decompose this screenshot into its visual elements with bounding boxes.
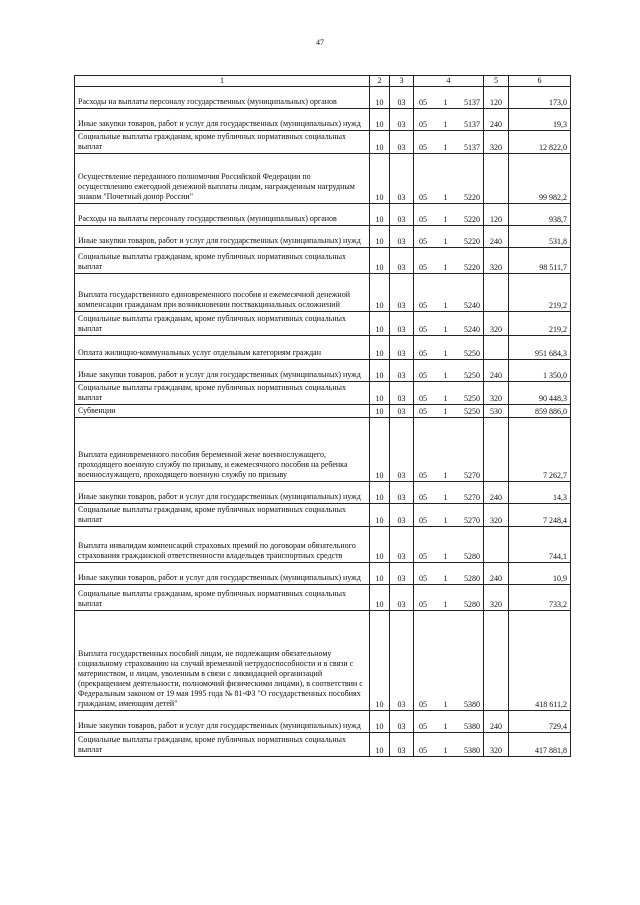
row-target-part-p2: 1 <box>443 371 448 380</box>
row-target-part-p3: 5250 <box>464 394 480 403</box>
row-name: Иные закупки товаров, работ и услуг для государственных (муниципальных) нужд <box>75 109 370 131</box>
row-expense-type: 320 <box>484 585 509 611</box>
row-amount: 531,8 <box>509 226 571 248</box>
row-target-part-p3: 5380 <box>464 746 480 755</box>
row-expense-type: 320 <box>484 382 509 405</box>
table-row <box>75 226 571 248</box>
table-row <box>75 611 571 711</box>
row-target-article <box>414 131 484 154</box>
row-target-part-p2: 1 <box>443 407 448 416</box>
row-name: Выплата государственных пособий лицам, не подлежащим обязательному социальному страхованию на случай временной нетрудоспособности и в связи с материнством, и лицам, уволенным в связи с ликвидацией организаций (прекращением деятельности, полномочий физическими лицами), в соответствии с Федеральным законом от 19 мая 1995 года № 81-ФЗ "О государственных пособиях гражданам, имеющим детей" <box>75 611 370 711</box>
row-name: Социальные выплаты гражданам, кроме публичных нормативных социальных выплат <box>75 131 370 154</box>
row-target-part-p3: 5250 <box>464 371 480 380</box>
row-name: Иные закупки товаров, работ и услуг для государственных (муниципальных) нужд <box>75 360 370 382</box>
row-name: Социальные выплаты гражданам, кроме публичных нормативных социальных выплат <box>75 504 370 527</box>
row-name: Субвенции <box>75 405 370 418</box>
row-amount: 417 881,8 <box>509 733 571 757</box>
row-name: Социальные выплаты гражданам, кроме публичных нормативных социальных выплат <box>75 312 370 336</box>
row-name: Расходы на выплаты персоналу государственных (муниципальных) органов <box>75 87 370 109</box>
table-row <box>75 585 571 611</box>
row-amount: 7 248,4 <box>509 504 571 527</box>
row-section: 10 <box>370 418 390 482</box>
row-target-part-p3: 5137 <box>464 98 480 107</box>
header-col-3: 3 <box>390 76 414 87</box>
row-section: 10 <box>370 274 390 312</box>
row-target-part-p3: 5380 <box>464 722 480 731</box>
row-target-part-p3: 5250 <box>464 407 480 416</box>
row-section: 10 <box>370 87 390 109</box>
row-subsection: 03 <box>390 312 414 336</box>
row-target-part-p1: 05 <box>419 120 427 129</box>
row-expense-type: 240 <box>484 226 509 248</box>
row-target-article <box>414 482 484 504</box>
row-expense-type <box>484 527 509 563</box>
row-target-part-p1: 05 <box>419 143 427 152</box>
table-row <box>75 527 571 563</box>
row-subsection: 03 <box>390 585 414 611</box>
row-target-part-p1: 05 <box>419 493 427 502</box>
row-target-part-p3: 5280 <box>464 600 480 609</box>
row-amount: 1 350,0 <box>509 360 571 382</box>
row-target-part-p3: 5137 <box>464 143 480 152</box>
row-target-part-p1: 05 <box>419 516 427 525</box>
table-row <box>75 563 571 585</box>
row-section: 10 <box>370 563 390 585</box>
row-expense-type: 320 <box>484 248 509 274</box>
row-expense-type <box>484 154 509 204</box>
row-name: Иные закупки товаров, работ и услуг для государственных (муниципальных) нужд <box>75 226 370 248</box>
row-subsection: 03 <box>390 563 414 585</box>
row-amount: 729,4 <box>509 711 571 733</box>
row-target-part-p3: 5220 <box>464 237 480 246</box>
row-target-part-p1: 05 <box>419 700 427 709</box>
row-target-part-p1: 05 <box>419 263 427 272</box>
row-target-article <box>414 711 484 733</box>
row-target-part-p2: 1 <box>443 600 448 609</box>
row-section: 10 <box>370 611 390 711</box>
row-target-part-p2: 1 <box>443 493 448 502</box>
row-expense-type <box>484 418 509 482</box>
row-amount: 7 262,7 <box>509 418 571 482</box>
row-expense-type: 240 <box>484 563 509 585</box>
row-target-part-p3: 5137 <box>464 120 480 129</box>
row-section: 10 <box>370 336 390 360</box>
row-target-article <box>414 418 484 482</box>
row-target-article <box>414 87 484 109</box>
row-expense-type: 240 <box>484 482 509 504</box>
row-amount: 219,2 <box>509 312 571 336</box>
row-target-article <box>414 336 484 360</box>
row-target-part-p3: 5240 <box>464 325 480 334</box>
row-name: Выплата государственного единовременного пособия и ежемесячной денежной компенсации гражданам при возникновении поствакцинальных осложнений <box>75 274 370 312</box>
row-amount: 99 982,2 <box>509 154 571 204</box>
row-amount: 733,2 <box>509 585 571 611</box>
row-target-part-p2: 1 <box>443 325 448 334</box>
header-col-6: 6 <box>509 76 571 87</box>
row-subsection: 03 <box>390 405 414 418</box>
row-name: Иные закупки товаров, работ и услуг для государственных (муниципальных) нужд <box>75 711 370 733</box>
row-subsection: 03 <box>390 131 414 154</box>
row-subsection: 03 <box>390 504 414 527</box>
row-section: 10 <box>370 482 390 504</box>
row-expense-type: 240 <box>484 360 509 382</box>
row-target-part-p3: 5220 <box>464 215 480 224</box>
row-target-part-p2: 1 <box>443 98 448 107</box>
row-subsection: 03 <box>390 248 414 274</box>
row-amount: 938,7 <box>509 204 571 226</box>
row-expense-type: 240 <box>484 109 509 131</box>
row-target-part-p2: 1 <box>443 746 448 755</box>
row-target-part-p2: 1 <box>443 574 448 583</box>
row-target-article <box>414 527 484 563</box>
row-name: Иные закупки товаров, работ и услуг для государственных (муниципальных) нужд <box>75 482 370 504</box>
row-amount: 19,3 <box>509 109 571 131</box>
row-target-article <box>414 248 484 274</box>
row-amount: 859 886,0 <box>509 405 571 418</box>
row-expense-type: 320 <box>484 504 509 527</box>
table-row <box>75 109 571 131</box>
row-section: 10 <box>370 405 390 418</box>
row-subsection: 03 <box>390 154 414 204</box>
row-section: 10 <box>370 248 390 274</box>
row-target-part-p1: 05 <box>419 237 427 246</box>
row-target-article <box>414 504 484 527</box>
row-name: Социальные выплаты гражданам, кроме публичных нормативных социальных выплат <box>75 733 370 757</box>
row-expense-type: 240 <box>484 711 509 733</box>
row-target-part-p2: 1 <box>443 516 448 525</box>
row-target-part-p1: 05 <box>419 215 427 224</box>
row-target-part-p2: 1 <box>443 394 448 403</box>
row-expense-type: 320 <box>484 131 509 154</box>
row-target-part-p2: 1 <box>443 722 448 731</box>
row-amount: 951 684,3 <box>509 336 571 360</box>
row-name: Социальные выплаты гражданам, кроме публичных нормативных социальных выплат <box>75 585 370 611</box>
row-target-part-p3: 5270 <box>464 471 480 480</box>
table-row <box>75 336 571 360</box>
row-section: 10 <box>370 154 390 204</box>
row-section: 10 <box>370 360 390 382</box>
row-target-article <box>414 382 484 405</box>
row-section: 10 <box>370 312 390 336</box>
row-subsection: 03 <box>390 482 414 504</box>
row-amount: 418 611,2 <box>509 611 571 711</box>
table-row <box>75 382 571 405</box>
row-target-part-p3: 5280 <box>464 552 480 561</box>
row-subsection: 03 <box>390 87 414 109</box>
row-section: 10 <box>370 585 390 611</box>
row-target-article <box>414 733 484 757</box>
row-amount: 744,1 <box>509 527 571 563</box>
row-target-part-p1: 05 <box>419 471 427 480</box>
row-subsection: 03 <box>390 418 414 482</box>
row-target-article <box>414 405 484 418</box>
row-target-part-p1: 05 <box>419 746 427 755</box>
row-target-part-p3: 5270 <box>464 516 480 525</box>
row-target-part-p2: 1 <box>443 120 448 129</box>
row-subsection: 03 <box>390 336 414 360</box>
row-subsection: 03 <box>390 711 414 733</box>
row-target-part-p2: 1 <box>443 215 448 224</box>
row-target-part-p1: 05 <box>419 349 427 358</box>
row-subsection: 03 <box>390 204 414 226</box>
row-target-part-p2: 1 <box>443 301 448 310</box>
row-name: Социальные выплаты гражданам, кроме публичных нормативных социальных выплат <box>75 382 370 405</box>
row-name: Расходы на выплаты персоналу государственных (муниципальных) органов <box>75 204 370 226</box>
header-col-1: 1 <box>75 76 370 87</box>
table-row <box>75 360 571 382</box>
row-subsection: 03 <box>390 109 414 131</box>
header-col-5: 5 <box>484 76 509 87</box>
row-expense-type: 530 <box>484 405 509 418</box>
row-target-part-p1: 05 <box>419 574 427 583</box>
row-subsection: 03 <box>390 226 414 248</box>
row-target-part-p1: 05 <box>419 371 427 380</box>
row-target-part-p3: 5270 <box>464 493 480 502</box>
row-amount: 12 822,0 <box>509 131 571 154</box>
row-target-part-p1: 05 <box>419 98 427 107</box>
header-row <box>75 76 571 87</box>
row-target-article <box>414 274 484 312</box>
row-target-part-p1: 05 <box>419 394 427 403</box>
table-row <box>75 274 571 312</box>
table-row <box>75 482 571 504</box>
row-target-article <box>414 563 484 585</box>
row-expense-type: 320 <box>484 733 509 757</box>
budget-table-body <box>75 76 571 757</box>
row-target-article <box>414 204 484 226</box>
row-section: 10 <box>370 109 390 131</box>
row-expense-type <box>484 336 509 360</box>
table-row <box>75 154 571 204</box>
table-row <box>75 131 571 154</box>
row-target-part-p3: 5380 <box>464 700 480 709</box>
row-target-part-p1: 05 <box>419 301 427 310</box>
header-col-2: 2 <box>370 76 390 87</box>
row-target-part-p1: 05 <box>419 552 427 561</box>
row-target-part-p3: 5250 <box>464 349 480 358</box>
row-amount: 10,9 <box>509 563 571 585</box>
row-amount: 98 511,7 <box>509 248 571 274</box>
row-target-part-p3: 5220 <box>464 263 480 272</box>
row-target-article <box>414 360 484 382</box>
table-row <box>75 248 571 274</box>
row-target-part-p2: 1 <box>443 552 448 561</box>
row-target-part-p2: 1 <box>443 349 448 358</box>
row-section: 10 <box>370 733 390 757</box>
table-row <box>75 405 571 418</box>
row-section: 10 <box>370 226 390 248</box>
row-amount: 219,2 <box>509 274 571 312</box>
row-expense-type <box>484 274 509 312</box>
row-section: 10 <box>370 504 390 527</box>
row-amount: 90 448,3 <box>509 382 571 405</box>
budget-table <box>74 75 571 757</box>
row-expense-type: 120 <box>484 87 509 109</box>
row-target-part-p1: 05 <box>419 722 427 731</box>
row-expense-type: 320 <box>484 312 509 336</box>
table-row <box>75 711 571 733</box>
row-target-part-p3: 5220 <box>464 193 480 202</box>
header-col-4: 4 <box>414 76 484 87</box>
row-name: Иные закупки товаров, работ и услуг для государственных (муниципальных) нужд <box>75 563 370 585</box>
table-row <box>75 733 571 757</box>
row-target-part-p1: 05 <box>419 600 427 609</box>
row-target-article <box>414 109 484 131</box>
row-section: 10 <box>370 131 390 154</box>
table-row <box>75 418 571 482</box>
table-row <box>75 312 571 336</box>
row-target-article <box>414 226 484 248</box>
row-section: 10 <box>370 382 390 405</box>
row-target-article <box>414 611 484 711</box>
row-name: Социальные выплаты гражданам, кроме публичных нормативных социальных выплат <box>75 248 370 274</box>
row-subsection: 03 <box>390 382 414 405</box>
row-section: 10 <box>370 711 390 733</box>
table-row <box>75 87 571 109</box>
row-subsection: 03 <box>390 274 414 312</box>
row-target-part-p2: 1 <box>443 700 448 709</box>
row-expense-type <box>484 611 509 711</box>
row-target-part-p2: 1 <box>443 471 448 480</box>
row-amount: 173,0 <box>509 87 571 109</box>
row-section: 10 <box>370 204 390 226</box>
row-name: Осуществление переданного полномочия Российской Федерации по осуществлению ежегодной денежной выплаты лицам, награжденным нагрудным знаком "Почетный донор России" <box>75 154 370 204</box>
row-subsection: 03 <box>390 611 414 711</box>
row-target-part-p1: 05 <box>419 407 427 416</box>
row-target-part-p2: 1 <box>443 237 448 246</box>
row-target-part-p2: 1 <box>443 143 448 152</box>
row-subsection: 03 <box>390 360 414 382</box>
row-target-article <box>414 154 484 204</box>
row-name: Выплата инвалидам компенсаций страховых премий по договорам обязательного страхования гражданской ответственности владельцев транспортных средств <box>75 527 370 563</box>
row-target-part-p2: 1 <box>443 263 448 272</box>
row-target-article <box>414 585 484 611</box>
table-row <box>75 204 571 226</box>
row-subsection: 03 <box>390 733 414 757</box>
row-section: 10 <box>370 527 390 563</box>
row-target-part-p3: 5280 <box>464 574 480 583</box>
row-target-part-p3: 5240 <box>464 301 480 310</box>
row-name: Выплата единовременного пособия беременной жене военнослужащего, проходящего военную службу по призыву, и ежемесячного пособия на ребенка военнослужащего, проходящего военную службу по призыву <box>75 418 370 482</box>
row-amount: 14,3 <box>509 482 571 504</box>
row-name: Оплата жилищно-коммунальных услуг отдельным категориям граждан <box>75 336 370 360</box>
row-target-part-p1: 05 <box>419 193 427 202</box>
row-target-article <box>414 312 484 336</box>
row-expense-type: 120 <box>484 204 509 226</box>
row-subsection: 03 <box>390 527 414 563</box>
row-target-part-p1: 05 <box>419 325 427 334</box>
table-row <box>75 504 571 527</box>
row-target-part-p2: 1 <box>443 193 448 202</box>
page-number: 47 <box>316 38 324 47</box>
